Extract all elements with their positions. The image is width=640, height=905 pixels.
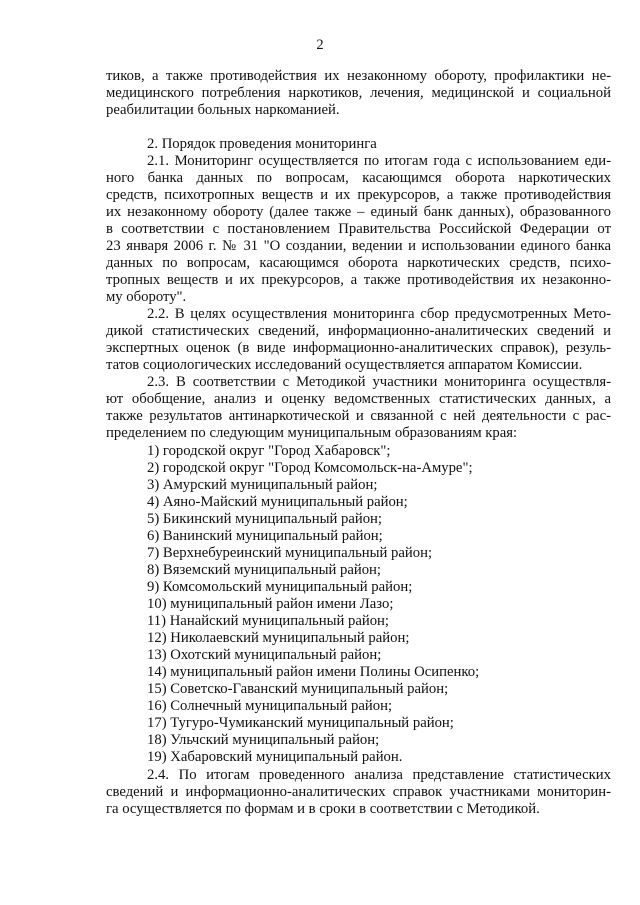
municipality-item: 5) Бикинский муниципальный район; [147,511,382,527]
p2-1-line-5: в соответствии с постановлением Правительства Российской Федерации от [106,221,611,237]
p2-3-line-4: пределением по следующим муниципальным образованиям края: [106,425,518,441]
p2-1-line-1: 2.1. Мониторинг осуществляется по итогам года с использованием еди- [147,153,611,169]
municipality-item: 8) Вяземский муниципальный район; [147,562,382,578]
municipality-item: 15) Советско-Гаванский муниципальный район; [147,681,449,697]
municipality-item: 19) Хабаровский муниципальный район. [147,749,403,765]
intro-line-2: медицинского потребления наркотиков, лечения, медицинской и социальной [106,85,611,101]
section-heading: 2. Порядок проведения мониторинга [147,136,377,152]
municipality-item: 3) Амурский муниципальный район; [147,477,378,493]
p2-1-line-6: 23 января 2006 г. № 31 "О создании, ведении и использовании единого банка [106,238,611,254]
municipality-item: 17) Тугуро-Чумиканский муниципальный район; [147,715,454,731]
municipality-item: 10) муниципальный район имени Лазо; [147,596,394,612]
p2-1-line-8: тропных веществ и их прекурсоров, а также противодействия их незаконно- [106,272,611,288]
p2-1-line-2: ного банка данных по вопросам, касающимся оборота наркотических [106,170,611,186]
p2-1-line-4: их незаконному обороту (далее также – единый банк данных), образованного [106,204,611,220]
p2-3-line-3: также результатов антинаркотической и связанной с ней деятельности с рас- [106,408,611,424]
p2-3-line-2: ют обобщение, анализ и оценку ведомственных статистических данных, а [106,391,611,407]
municipality-item: 7) Верхнебуреинский муниципальный район; [147,545,433,561]
p2-4-line-3: га осуществляется по формам и в сроки в соответствии с Методикой. [106,801,540,817]
p2-3-line-1: 2.3. В соответствии с Методикой участники мониторинга осуществля- [147,374,611,390]
p2-1-line-7: данных по вопросам, касающимся оборота наркотических средств, психо- [106,255,611,271]
p2-2-line-3: экспертных оценок (в виде информационно-аналитических справок), резуль- [106,340,611,356]
p2-2-line-2: дикой статистических сведений, информационно-аналитических сведений и [106,323,611,339]
page-number: 2 [316,37,324,53]
municipality-item: 9) Комсомольский муниципальный район; [147,579,413,595]
p2-1-line-9: му обороту". [106,289,187,305]
p2-2-line-4: татов социологических исследований осуществляется аппаратом Комиссии. [106,357,583,373]
p2-4-line-2: сведений и информационно-аналитических справок участниками мониторин- [106,784,611,800]
municipality-item: 2) городской округ "Город Комсомольск-на-Амуре"; [147,460,473,476]
municipality-item: 4) Аяно-Майский муниципальный район; [147,494,408,510]
municipality-item: 13) Охотский муниципальный район; [147,647,382,663]
p2-1-line-3: средств, психотропных веществ и их прекурсоров, а также противодействия [106,187,611,203]
municipality-item: 12) Николаевский муниципальный район; [147,630,410,646]
municipality-item: 6) Ванинский муниципальный район; [147,528,383,544]
municipality-item: 16) Солнечный муниципальный район; [147,698,393,714]
intro-line-3: реабилитации больных наркоманией. [106,102,340,118]
municipality-item: 1) городской округ "Город Хабаровск"; [147,443,391,459]
municipality-item: 14) муниципальный район имени Полины Осипенко; [147,664,480,680]
intro-line-1: тиков, а также противодействия их незаконному обороту, профилактики не- [106,68,611,84]
municipality-item: 18) Ульчский муниципальный район; [147,732,380,748]
p2-4-line-1: 2.4. По итогам проведенного анализа представление статистических [147,767,611,783]
p2-2-line-1: 2.2. В целях осуществления мониторинга сбор предусмотренных Мето- [147,306,611,322]
municipality-item: 11) Нанайский муниципальный район; [147,613,389,629]
